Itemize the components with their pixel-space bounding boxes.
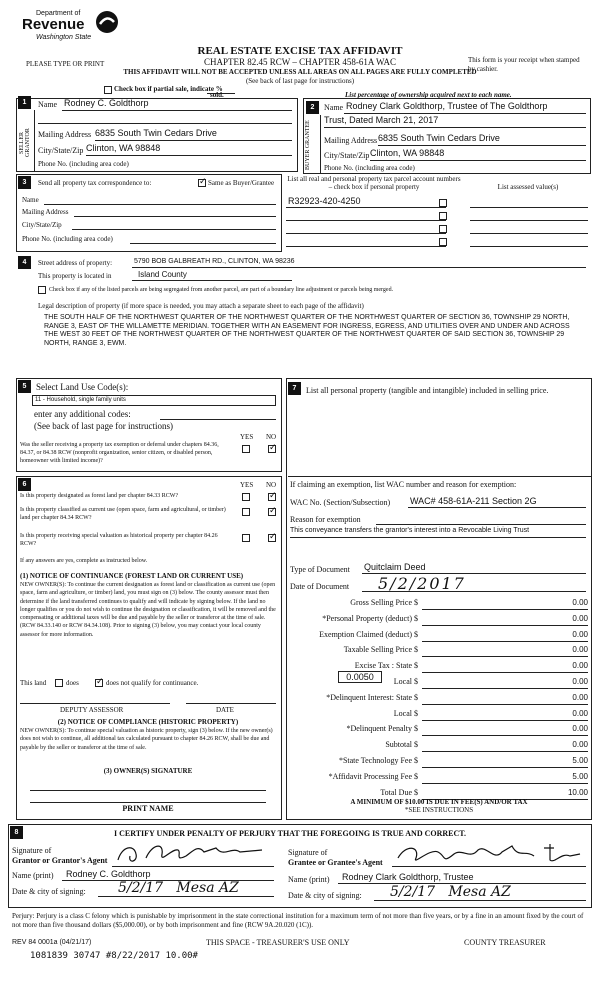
fee-row <box>288 772 590 786</box>
fee-label: *Delinquent Penalty $ <box>346 724 418 734</box>
s3-name-line <box>44 204 276 205</box>
section-3-badge: 3 <box>18 176 31 189</box>
section-6-badge: 6 <box>18 478 31 491</box>
certify-text: I CERTIFY UNDER PENALTY OF PERJURY THAT THE FOREGOING IS TRUE AND CORRECT. <box>114 829 467 838</box>
personal-property-label: List all personal property (tangible and intangible) included in selling price. <box>306 386 549 395</box>
parcel-line-2 <box>286 220 446 221</box>
seller-city-label: City/State/Zip <box>38 146 84 155</box>
deputy-date-label: DATE <box>216 706 234 714</box>
warning-text: THIS AFFIDAVIT WILL NOT BE ACCEPTED UNLESS ALL AREAS ON ALL PAGES ARE FULLY COMPLETED <box>123 68 477 76</box>
grantor-date-line <box>98 896 274 897</box>
seller-mailing-line <box>95 140 292 141</box>
doc-date-field[interactable]: 5/2/2017 <box>378 574 466 593</box>
perjury-body: Perjury: Perjury is a class C felony which is punishable by imprisonment in the state correctional institution for a maximum term of not more than five years, or by a fine in an amount fixed by the court of not more than five thousand dollars ($5,000.00), or by both imprisonment and fine (RCW 9A.20.020 (1C)). <box>12 912 584 929</box>
fee-label: *Delinquent Interest: State $ <box>326 692 418 702</box>
seller-mailing-field[interactable]: 6835 South Twin Cedars Drive <box>95 128 217 138</box>
grantor-sig-line <box>112 866 274 867</box>
seller-name-line <box>62 110 292 111</box>
fee-value[interactable]: 5.00 <box>572 771 588 781</box>
parcel-personal-checkbox-4[interactable] <box>439 238 447 246</box>
fee-line <box>422 767 588 768</box>
fee-row <box>288 724 590 738</box>
fee-line <box>422 641 588 642</box>
buyer-city-field[interactable]: Clinton, WA 98848 <box>370 148 445 158</box>
doc-type-label: Type of Document <box>290 565 350 574</box>
street-line <box>132 267 586 268</box>
buyer-name-label: Name <box>324 103 344 112</box>
treasurer-space-label: THIS SPACE - TREASURER'S USE ONLY <box>206 938 350 947</box>
fee-value[interactable]: 0.00 <box>572 740 588 750</box>
send-correspondence-label: Send all property tax correspondence to: <box>38 179 152 187</box>
dept-line1: Department of <box>36 10 81 17</box>
street-label: Street address of property: <box>38 259 113 267</box>
doc-type-field[interactable]: Quitclaim Deed <box>364 562 426 572</box>
buyer-phone-label: Phone No. (including area code) <box>324 164 415 172</box>
s6-q3-yes-checkbox[interactable] <box>242 534 250 542</box>
s3-name-label: Name <box>22 196 39 204</box>
doc-date-line <box>362 591 586 592</box>
section-5-badge: 5 <box>18 380 31 393</box>
grantee-sig-label1: Signature of <box>288 848 328 857</box>
notice1-text: NEW OWNER(S): To continue the current designation as forest land or classification as current use (open space, farm and agriculture, or timber) land, you must sign on (3) below. The county assessor must then determine if the land transferred continues to qualify and will indicate by signing below. If the land no longer qualifies or you do not wish to continue the designation or classification, it will be removed and the compensating or additional taxes will be due and payable by the seller or transferor at the time of sale. (RCW 84.33.140 or RCW 84.34.108). Prior to signing (3) below, you may contact your local county assessor for more information. <box>20 582 276 638</box>
fee-row <box>288 614 590 628</box>
grantor-date-label: Date & city of signing: <box>12 887 86 896</box>
seller-mailing-label: Mailing Address <box>38 130 92 139</box>
fee-label: Excise Tax : State $ <box>354 661 418 671</box>
wac-field[interactable]: WAC# 458-61A-211 Section 2G <box>410 496 537 506</box>
fee-line <box>422 735 588 736</box>
grantee-date-field[interactable]: 5/2/17 Mesa AZ <box>390 884 511 900</box>
assessed-line-3 <box>470 233 588 234</box>
fee-value[interactable]: 5.00 <box>572 756 588 765</box>
grantee-signature[interactable] <box>394 840 584 868</box>
grantor-name-label: Name (print) <box>12 871 54 880</box>
grantee-date-line <box>374 900 586 901</box>
fee-value[interactable]: 0.00 <box>572 661 588 671</box>
section-1-badge: 1 <box>18 96 31 109</box>
additional-codes-label: enter any additional codes: <box>34 409 131 419</box>
owner-signature-label: (3) OWNER(S) SIGNATURE <box>103 767 193 775</box>
fee-line <box>422 672 588 673</box>
fee-value[interactable]: 0.00 <box>572 645 588 655</box>
fee-value[interactable]: 0.00 <box>572 708 588 718</box>
perjury-text <box>12 912 592 930</box>
s6-q1-no-checkbox[interactable] <box>268 493 276 501</box>
land-use-label: Select Land Use Code(s): <box>36 382 129 392</box>
seller-name-line2 <box>38 123 292 124</box>
fee-label: Total Due $ <box>380 787 418 797</box>
s6-q3-no-checkbox[interactable] <box>268 534 276 542</box>
print-name-label: PRINT NAME <box>122 804 174 813</box>
wac-line <box>408 507 586 508</box>
grantor-signature[interactable] <box>112 840 272 868</box>
buyer-side-label: BUYER GRANTEE <box>305 120 311 170</box>
see-back-note: (See back of last page for instructions) <box>245 77 355 85</box>
deputy-line <box>20 703 170 704</box>
street-address-field[interactable]: 5790 BOB GALBREATH RD., CLINTON, WA 98236 <box>134 258 295 265</box>
personal-property-line <box>288 476 592 477</box>
see-instructions-label: *SEE INSTRUCTIONS <box>404 806 474 814</box>
s5-see-back: (See back of last page for instructions) <box>34 421 173 431</box>
legal-description[interactable]: THE SOUTH HALF OF THE NORTHWEST QUARTER OF THE NORTHWEST QUARTER OF THE NORTHWEST QUARTER OF SECTION 36, TOWNSHIP 29 NORTH, RANGE 3, EAST OF THE WILLAMETTE MERIDIAN. TOGETHER WITH AN EASEMENT FOR INGRESS, EGRESS, AND UTILITIES OVER AND UNDER AND ACROSS THE WEST 30 FEET OF THE NORTHWEST QUARTER OF THE NORTHWEST QUARTER OF THE NORTHWEST QUARTER OF SAID SECTION 36, TOWNSHIP 29 NORTH, RANGE 3, EWM. <box>44 314 570 347</box>
buyer-mailing-field[interactable]: 6835 South Twin Cedars Drive <box>378 133 500 143</box>
s6-q1-yes-checkbox[interactable] <box>242 493 250 501</box>
assessed-line-1 <box>470 207 588 208</box>
parcel-personal-checkbox-1[interactable] <box>439 199 447 207</box>
type-or-print: PLEASE TYPE OR PRINT <box>26 60 105 68</box>
fee-line <box>422 688 588 689</box>
county-treasurer-label: COUNTY TREASURER <box>464 938 546 947</box>
buyer-name-uline2 <box>324 127 586 128</box>
grantor-name-field[interactable]: Rodney C. Goldthorp <box>66 869 151 879</box>
fee-line <box>422 656 588 657</box>
grantee-name-label: Name (print) <box>288 875 330 884</box>
fee-row <box>288 630 590 644</box>
wac-label: WAC No. (Section/Subsection) <box>290 498 391 507</box>
seller-side-label: SELLER GRANTOR <box>19 128 31 158</box>
grantee-sig-line <box>392 866 586 867</box>
fee-line <box>422 625 588 626</box>
fee-row <box>288 693 590 707</box>
buyer-divider <box>320 115 321 174</box>
fee-label: *Personal Property (deduct) $ <box>322 613 418 623</box>
does-not-label: does not qualify for continuance. <box>106 679 199 687</box>
buyer-name-line2[interactable]: Trust, Dated March 21, 2017 <box>324 115 439 125</box>
exemption-claim-label: If claiming an exemption, list WAC number and reason for exemption: <box>290 480 517 489</box>
fee-row <box>288 677 590 691</box>
s5-yes: YES <box>240 433 254 441</box>
parcel-line-1 <box>286 207 446 208</box>
grantee-date-label: Date & city of signing: <box>288 891 362 900</box>
grantor-sig-label1: Signature of <box>12 846 52 855</box>
fee-row <box>288 661 590 675</box>
section-4-badge: 4 <box>18 256 31 269</box>
same-as-buyer-label: Same as Buyer/Grantee <box>208 179 275 187</box>
buyer-mailing-label: Mailing Address <box>324 136 378 145</box>
reason-line-2 <box>290 537 586 538</box>
partial-sale-checkbox[interactable] <box>104 86 112 94</box>
segregated-label: Check box if any of the listed parcels are being segregated from another parcel, are part of a boundary line adjustment or parcels being merged. <box>49 287 394 293</box>
owner-sig-line <box>30 790 266 791</box>
legal-label: Legal description of property (if more space is needed, you may attach a separate sheet to each page of the affidavit) <box>38 302 364 310</box>
seller-name-field[interactable]: Rodney C. Goldthorp <box>64 98 149 108</box>
grantor-sig-label2: Grantor or Grantor's Agent <box>12 856 108 865</box>
fee-value[interactable]: 10.00 <box>567 787 588 797</box>
grantee-name-field[interactable]: Rodney Clark Goldthorp, Trustee <box>342 872 474 882</box>
s5-no-checkbox[interactable] <box>268 445 276 453</box>
notice2-title: (2) NOTICE OF COMPLIANCE (HISTORIC PROPERTY) <box>57 718 239 726</box>
buyer-city-uline <box>370 160 586 161</box>
s6-q2: Is this property classified as current use (open space, farm and agricultural, or timber) land per chapter 84.34 RCW? <box>20 507 226 521</box>
same-as-buyer-checkbox[interactable] <box>198 179 206 187</box>
does-checkbox[interactable] <box>55 679 63 687</box>
fee-label: *Affidavit Processing Fee $ <box>328 771 418 781</box>
grantor-date-field[interactable]: 5/2/17 Mesa AZ <box>118 880 239 896</box>
located-label: This property is located in <box>38 272 112 280</box>
fee-label: Gross Selling Price $ <box>350 598 418 607</box>
county-line <box>132 280 292 281</box>
parcel-header: List all real and personal property tax parcel account numbers – check box if personal property <box>287 175 461 191</box>
fee-row <box>288 598 590 612</box>
fee-value[interactable]: 0.00 <box>572 677 588 686</box>
fee-row <box>288 756 590 770</box>
assessed-line-4 <box>470 246 588 247</box>
segregated-checkbox[interactable] <box>38 286 46 294</box>
deputy-assessor-label: DEPUTY ASSESSOR <box>60 706 124 714</box>
parcel-line-3 <box>286 233 446 234</box>
s6-if-yes: If any answers are yes, complete as instructed below. <box>20 558 148 564</box>
does-label: does <box>66 679 79 687</box>
fee-value[interactable]: 0.00 <box>572 598 588 607</box>
min-due-label: A MINIMUM OF $10.00 IS DUE IN FEE(S) AND/OR TAX <box>350 798 528 806</box>
seller-divider <box>34 110 35 172</box>
s5-no: NO <box>266 433 277 441</box>
fee-label: Local $ <box>393 677 418 686</box>
county-field[interactable]: Island County <box>138 270 187 279</box>
fee-label: Local $ <box>393 708 418 718</box>
section-7-badge: 7 <box>288 382 301 395</box>
partial-sale-label: Check box if partial sale, indicate % <box>114 85 223 93</box>
dor-logo <box>22 10 122 48</box>
does-not-checkbox[interactable] <box>95 679 103 687</box>
fee-row <box>288 740 590 754</box>
receipt-stamp: 1081839 30747 #8/22/2017 10.00# <box>30 951 198 961</box>
fee-label: Subtotal $ <box>385 740 418 750</box>
fee-label: Taxable Selling Price $ <box>343 645 418 655</box>
parcel-line-4 <box>286 246 446 247</box>
buyer-name-line1[interactable]: Rodney Clark Goldthorp, Trustee of The Goldthorp <box>346 101 548 111</box>
fee-value[interactable]: 0.00 <box>572 692 588 702</box>
parcel-personal-checkbox-3[interactable] <box>439 225 447 233</box>
fee-line <box>422 720 588 721</box>
fee-line <box>422 704 588 705</box>
s5-yes-checkbox[interactable] <box>242 445 250 453</box>
dept-line3: Washington State <box>36 34 92 41</box>
fee-label: Exemption Claimed (deduct) $ <box>319 629 418 639</box>
fee-value[interactable]: 0.00 <box>572 613 588 623</box>
fee-line <box>422 609 588 610</box>
reason-line <box>376 524 586 525</box>
fee-line <box>422 783 588 784</box>
parcel-personal-checkbox-2[interactable] <box>439 212 447 220</box>
grantee-sig-label2: Grantee or Grantee's Agent <box>288 858 383 867</box>
form-title: REAL ESTATE EXCISE TAX AFFIDAVIT <box>197 45 403 57</box>
s3-mailing-label: Mailing Address <box>22 208 69 216</box>
s6-q3: Is this property receiving special valuation as historical property per chapter 84.26 RCW? <box>20 533 218 547</box>
additional-codes-line <box>160 419 276 420</box>
s6-no: NO <box>266 481 277 489</box>
local-rate-field[interactable]: 0.0050 <box>338 671 382 683</box>
fee-value[interactable]: 0.00 <box>572 724 588 734</box>
this-land-label: This land <box>20 679 47 687</box>
s6-q1: Is this property designated as forest land per chapter 84.33 RCW? <box>20 493 179 499</box>
doc-date-label: Date of Document <box>290 582 350 591</box>
fee-line <box>422 751 588 752</box>
s6-q2-yes-checkbox[interactable] <box>242 508 250 516</box>
dor-logo-icon <box>94 10 120 34</box>
s3-phone-line <box>130 243 276 244</box>
notice1-title: (1) NOTICE OF CONTINUANCE (FOREST LAND OR CURRENT USE) <box>20 572 244 580</box>
exemption-question: Was the seller receiving a property tax exemption or deferral under chapters 84.36, 84.37, or 84.38 RCW (nonprofit organization, senior citizen, or disabled person, homeowner with limited income)? <box>20 442 219 464</box>
section-8-badge: 8 <box>10 826 23 839</box>
s6-yes: YES <box>240 481 254 489</box>
dept-line2: Revenue <box>22 16 85 33</box>
seller-name-label: Name <box>38 100 58 109</box>
seller-city-line <box>86 155 292 156</box>
fee-row <box>288 645 590 659</box>
assessed-line-2 <box>470 220 588 221</box>
reason-field[interactable]: This conveyance transfers the grantor's interest into a Revocable Living Trust <box>290 527 530 534</box>
s3-city-label: City/State/Zip <box>22 221 62 229</box>
list-pct-label: List percentage of ownership acquired next to each name. <box>345 91 512 99</box>
buyer-name-uline <box>344 113 586 114</box>
section-2-badge: 2 <box>306 101 319 114</box>
buyer-mailing-uline <box>378 145 586 146</box>
s3-phone-label: Phone No. (including area code) <box>22 235 113 243</box>
seller-phone-label: Phone No. (including area code) <box>38 160 129 168</box>
s6-q2-no-checkbox[interactable] <box>268 508 276 516</box>
s3-city-line <box>72 229 276 230</box>
fee-row <box>288 709 590 723</box>
buyer-city-label: City/State/Zip <box>324 151 370 160</box>
sold-label: sold. <box>210 91 224 99</box>
deputy-date-line <box>186 703 276 704</box>
land-use-select[interactable]: 11 - Household, single family units <box>32 395 276 406</box>
s3-mailing-line <box>74 216 276 217</box>
fee-value[interactable]: 0.00 <box>572 629 588 639</box>
reason-label: Reason for exemption <box>290 515 361 524</box>
fee-label: *State Technology Fee $ <box>338 756 418 765</box>
receipt-note: This form is your receipt when stamped by cashier. <box>468 56 580 73</box>
seller-city-field[interactable]: Clinton, WA 98848 <box>86 143 161 153</box>
form-chapters: CHAPTER 82.45 RCW – CHAPTER 458-61A WAC <box>204 57 396 67</box>
parcel-number-1[interactable]: R32923-420-4250 <box>288 196 361 206</box>
print-name-line <box>30 802 266 803</box>
rev-label: REV 84 0001a (04/21/17) <box>12 939 92 946</box>
assessed-header: List assessed value(s) <box>497 183 559 191</box>
notice2-text: NEW OWNER(S): To continue special valuation as historic property, sign (3) below. If the new owner(s) does not wish to continue, all additional tax calculated pursuant to chapter 84.26 RCW, shall be due and payable by the seller or transferor at the time of sale. <box>20 728 273 751</box>
